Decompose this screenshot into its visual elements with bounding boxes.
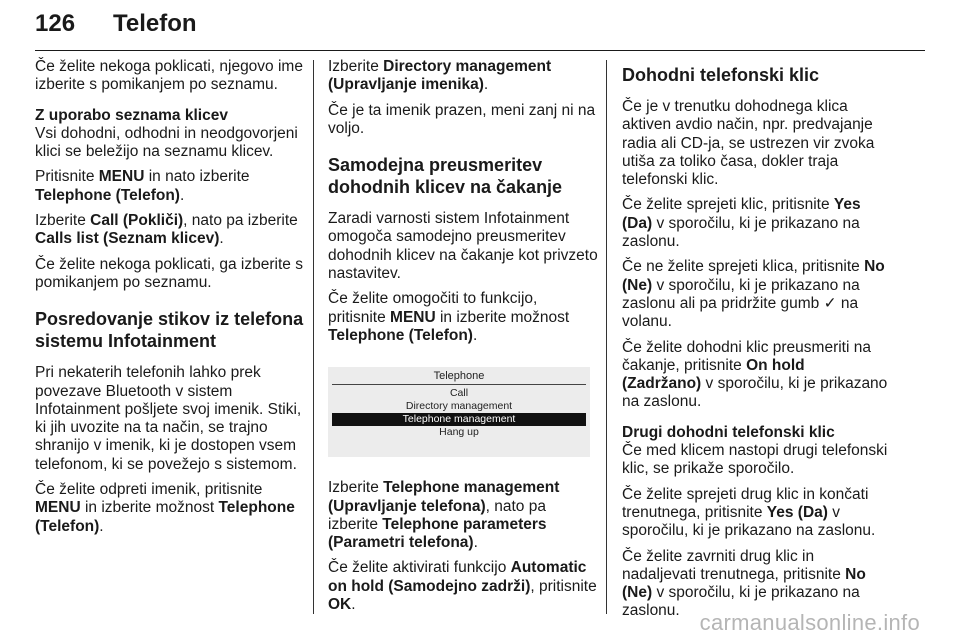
column-1	[35, 58, 307, 543]
section-heading: Samodejna preusmeritev dohodnih klicev na čakanje	[328, 155, 563, 198]
menu-option-ref: Telephone (Telefon)	[35, 186, 180, 204]
paragraph: Zaradi varnosti sistem Infotainment omogoča samodejno preusmeritev dohodnih klicev na čakanje kot privzeto nastavitev.	[328, 210, 598, 283]
menu-option-ref: Directory management (Upravljanje imenika)	[328, 58, 552, 94]
menu-item-hang-up: Hang up	[439, 426, 479, 439]
paragraph: Če želite omogočiti to funkcijo, pritisnite MENU in izberite možnost Telephone (Telefon).	[328, 290, 570, 344]
menu-item-telephone-management: Telephone management	[332, 413, 586, 426]
menu-item-directory-management: Directory management	[405, 400, 513, 413]
section-heading: Dohodni telefonski klic	[622, 65, 820, 85]
option-ref: No (Ne)	[622, 258, 885, 294]
paragraph: Če želite aktivirati funkcijo Automatic on hold (Samodejno zadrži), pritisnite OK.	[328, 559, 597, 614]
menu-option-ref: Call (Pokliči)	[90, 212, 184, 230]
paragraph: Če želite odpreti imenik, pritisnite MENU in izberite možnost Telephone (Telefon).	[35, 481, 295, 535]
check-icon: ✓	[823, 294, 837, 312]
menu-option-ref: Telephone parameters (Parametri telefona)	[328, 515, 547, 552]
paragraph: Vsi dohodni, odhodni in neodgovorjeni klici se beležijo na seznamu klicev.	[35, 124, 298, 161]
column-divider	[606, 60, 607, 614]
menu-item-call: Call	[449, 387, 469, 400]
menu-option-ref: Telephone (Telefon)	[328, 326, 473, 344]
section-heading: Posredovanje stikov iz telefona sistemu Infotainment	[35, 309, 304, 352]
paragraph: Pri nekaterih telefonih lahko prek povezave Bluetooth v sistem Infotainment pošljete svoj imenik. Stiki, ki jih uvozite na ta način, se trajno shranijo v imenik, ki je dostopen vsem telefonom, ki se povežejo s sistemom.	[35, 364, 302, 473]
subheading: Z uporabo seznama klicev	[35, 106, 228, 124]
paragraph: Če želite sprejeti klic, pritisnite Yes (Da) v sporočilu, ki je prikazano na zaslonu.	[622, 196, 861, 251]
option-ref: No (Ne)	[622, 565, 866, 602]
paragraph: Če je ta imenik prazen, meni zanj ni na voljo.	[328, 101, 596, 137]
subheading: Drugi dohodni telefonski klic	[622, 423, 835, 441]
paragraph: Izberite Directory management (Upravljanje imenika).	[328, 58, 552, 94]
option-ref: On hold (Zadržano)	[622, 356, 805, 393]
paragraph: Če želite nekoga poklicati, njegovo ime izberite s pomikanjem po seznamu.	[35, 58, 303, 94]
paragraph: Če želite sprejeti drug klic in končati trenutnega, pritisnite Yes (Da) v sporočilu, ki je prikazano na zaslonu.	[622, 485, 876, 540]
button-ref: OK	[328, 596, 352, 614]
menu-title: Telephone	[433, 370, 485, 383]
column-3	[622, 58, 888, 628]
paragraph: Če želite nekoga poklicati, ga izberite s pomikanjem po seznamu.	[35, 255, 303, 291]
menu-divider	[332, 384, 586, 385]
paragraph: Izberite Telephone management (Upravljanje telefona), nato pa izberite Telephone parameters (Parametri telefona).	[328, 479, 560, 552]
paragraph: Izberite Call (Pokliči), nato pa izberite Calls list (Seznam klicev).	[35, 212, 298, 248]
menu-option-ref: Automatic on hold (Samodejno zadrži)	[328, 559, 587, 595]
option-ref: Yes (Da)	[622, 196, 861, 232]
menu-option-ref: Telephone management (Upravljanje telefona)	[328, 479, 560, 515]
column-2	[328, 58, 598, 621]
telephone-menu-screenshot	[328, 367, 590, 457]
paragraph: Če ne želite sprejeti klica, pritisnite No (Ne) v sporočilu, ki je prikazano na zaslonu ali pa pridržite gumb ✓ na volanu.	[622, 258, 885, 331]
menu-button-ref: MENU	[390, 308, 436, 326]
paragraph: Če želite zavrniti drug klic in nadaljevati trenutnega, pritisnite No (Ne) v sporočilu, ki je prikazano na zaslonu.	[622, 547, 866, 620]
paragraph: Pritisnite MENU in nato izberite Telephone (Telefon).	[35, 168, 250, 204]
page-number: 126	[35, 10, 76, 37]
page-header	[35, 0, 925, 51]
menu-button-ref: MENU	[35, 499, 81, 517]
watermark: carmanualsonline.info	[699, 610, 920, 635]
page-title: Telefon	[113, 10, 197, 37]
paragraph: Če med klicem nastopi drugi telefonski klic, se prikaže sporočilo.	[622, 442, 888, 478]
paragraph: Če želite dohodni klic preusmeriti na čakanje, pritisnite On hold (Zadržano) v sporočilu, ki je prikazano na zaslonu.	[622, 338, 888, 411]
menu-option-ref: Telephone (Telefon)	[35, 499, 295, 535]
menu-option-ref: Calls list (Seznam klicev)	[35, 230, 220, 248]
menu-button-ref: MENU	[98, 168, 145, 186]
column-divider	[313, 60, 314, 614]
menu-list	[332, 387, 586, 439]
option-ref: Yes (Da)	[766, 503, 828, 521]
paragraph: Če je v trenutku dohodnega klica aktiven avdio način, npr. predvajanje radia ali CD-ja, se ustrezen vir zvoka utiša za toliko časa, dokler traja telefonski klic.	[622, 98, 875, 189]
